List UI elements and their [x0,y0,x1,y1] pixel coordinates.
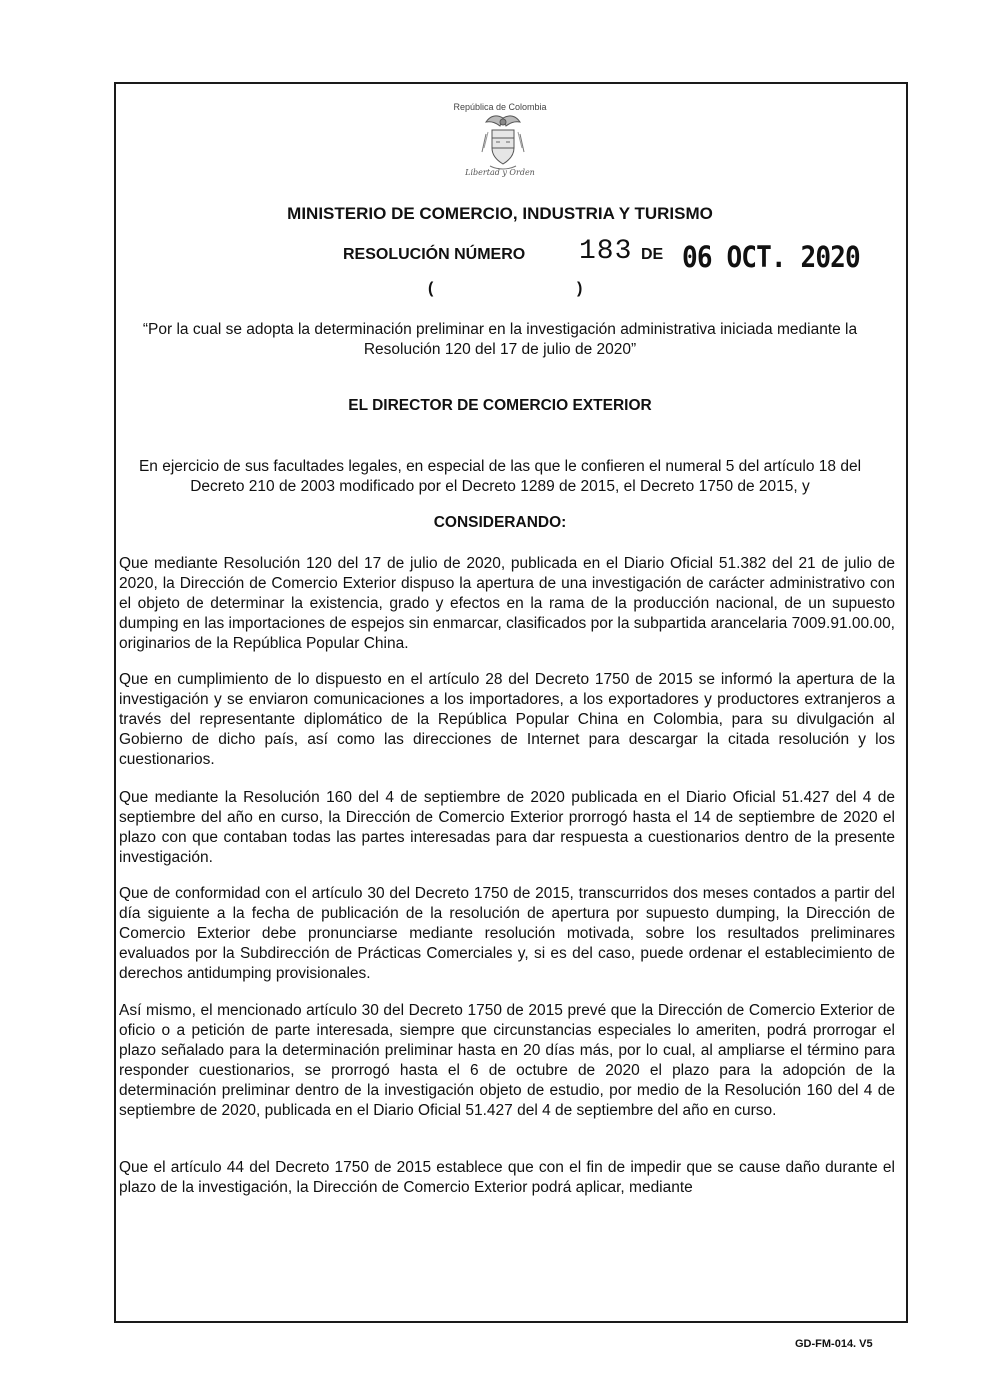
resolution-number: 183 [579,236,633,267]
resolution-label: RESOLUCIÓN NÚMERO [343,246,526,263]
paragraph: Que de conformidad con el artículo 30 del Decreto 1750 de 2015, transcurridos dos meses contados a partir del día siguiente a la fecha de publicación de la resolución de apertura por supuesto dumping, la Dirección de Comercio Exterior debe pronunciarse mediante resolución motivada, sobre los resultados preliminares evaluados por la Subdirección de Prácticas Comerciales y, si es del caso, puede ordenar el establecimiento de derechos antidumping provisionales. [119,885,895,982]
resolution-de: DE [641,246,664,263]
paragraph: Que mediante la Resolución 160 del 4 de septiembre de 2020 publicada en el Diario Oficial 51.427 del 4 de septiembre del año en curso, la Dirección de Comercio Exterior prorrogó hasta el 14 de septiembre de 2020 el plazo con que contaban todas las partes interesadas para dar respuesta a cuestionarios dentro de la presente investigación. [119,789,895,866]
resolution-date: 06 OCT. 2020 [682,240,860,274]
motto: Libertad y Orden [465,168,535,177]
colombia-coat-of-arms-icon [478,112,528,172]
director-heading: EL DIRECTOR DE COMERCIO EXTERIOR [348,397,652,414]
paragraph: Que en cumplimiento de lo dispuesto en el artículo 28 del Decreto 1750 de 2015 se informó la apertura de la investigación y se enviaron comunicaciones a los importadores, a los exportadores y productores extranjeros a través del representante diplomático de la República Popular China en Colombia, para su divulgación al Gobierno de dicho país, así como las direcciones de Internet para descargar la citada resolución y los cuestionarios. [119,671,895,768]
paragraph: Que el artículo 44 del Decreto 1750 de 2015 establece que con el fin de impedir que se cause daño durante el plazo de la investigación, la Dirección de Comercio Exterior podrá aplicar, mediante [119,1159,895,1196]
form-code: GD-FM-014. V5 [795,1338,873,1350]
paren-close: ) [577,280,583,297]
paragraph: Así mismo, el mencionado artículo 30 del Decreto 1750 de 2015 prevé que la Dirección de Comercio Exterior de oficio o a petición de parte interesada, siempre que circunstancias especiales lo ameriten, podrá prorrogar el plazo señalado para la determinación preliminar hasta en 20 días más, por lo cual, al ampliarse el término para responder cuestionarios, se prorrogó hasta el 6 de octubre de 2020 el plazo para la adopción de la determinación preliminar dentro de la investigación objeto de estudio, por medio de la Resolución 160 del 4 de septiembre de 2020, publicada en el Diario Oficial 51.427 del 4 de septiembre del año en curso. [119,1002,895,1119]
ministry-title: MINISTERIO DE COMERCIO, INDUSTRIA Y TURISMO [287,204,713,223]
paren-open: ( [428,280,434,297]
country-name: República de Colombia [453,102,547,112]
resolution-subtitle: “Por la cual se adopta la determinación preliminar en la investigación administrativa iniciada mediante la Resolución 120 del 17 de julio de 2020” [142,321,858,358]
paragraph: Que mediante Resolución 120 del 17 de julio de 2020, publicada en el Diario Oficial 51.382 del 21 de julio de 2020, la Dirección de Comercio Exterior dispuso la apertura de una investigación de carácter administrativo con el objeto de determinar la existencia, grado y efectos en la rama de la producción nacional, de un supuesto dumping en las importaciones de espejos sin enmarcar, clasificados por la subpartida arancelaria 7009.91.00.00, originarios de la República Popular China. [119,555,895,652]
considerando-heading: CONSIDERANDO: [433,514,567,531]
legal-powers-text: En ejercicio de sus facultades legales, en especial de las que le confieren el numeral 5 del artículo 18 del Decreto 210 de 2003 modificado por el Decreto 1289 de 2015, el Decreto 1750 de 2015, y [138,458,862,495]
